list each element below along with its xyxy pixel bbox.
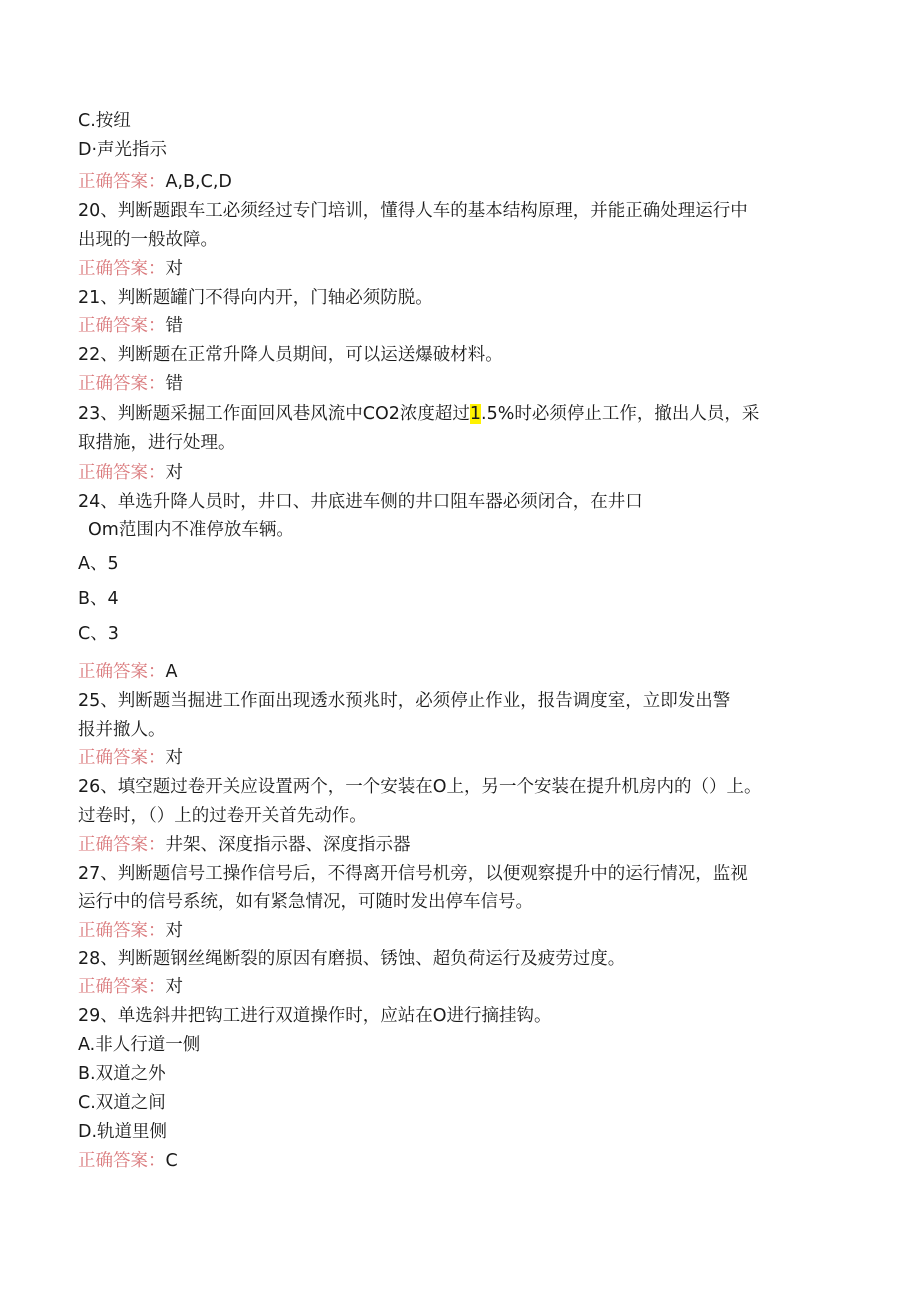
answer-value: 错 — [165, 316, 183, 336]
answer-line — [78, 171, 232, 193]
question-26-line-1: 26、填空题过卷开关应设置两个，一个安装在O上，另一个安装在提升机房内的（）上。 — [78, 777, 762, 797]
answer-line — [78, 834, 411, 856]
answer-value: 井架、深度指示器、深度指示器 — [165, 835, 411, 855]
answer-label: 正确答案： — [78, 921, 166, 941]
answer-line — [78, 462, 183, 484]
question-23-line-2: 取措施，进行处理。 — [78, 433, 236, 453]
question-24-line-1: 24、单选升降人员时，井口、井底进车侧的井口阻车器必须闭合，在井口 — [78, 492, 643, 512]
answer-label: 正确答案： — [78, 463, 166, 483]
question-27-line-2: 运行中的信号系统，如有紧急情况，可随时发出停车信号。 — [78, 892, 533, 912]
answer-value: 对 — [165, 463, 183, 483]
answer-label: 正确答案： — [78, 977, 166, 997]
question-25-line-2: 报并撤人。 — [78, 720, 166, 740]
option-c: C、3 — [78, 624, 119, 644]
answer-line — [78, 373, 183, 395]
question-25-line-1: 25、判断题当掘进工作面出现透水预兆时，必须停止作业，报告调度室，立即发出警 — [78, 691, 731, 711]
question-20-line-2: 出现的一般故障。 — [78, 230, 218, 250]
question-26-line-2: 过卷时，（）上的过卷开关首先动作。 — [78, 806, 367, 826]
answer-label: 正确答案： — [78, 1151, 166, 1171]
answer-label: 正确答案： — [78, 835, 166, 855]
answer-value: 对 — [165, 977, 183, 997]
option-c: C.双道之间 — [78, 1093, 166, 1113]
answer-line — [78, 747, 183, 769]
option-c: C.按纽 — [78, 111, 131, 131]
answer-label: 正确答案： — [78, 172, 166, 192]
question-20-line-1: 20、判断题跟车工必须经过专门培训，懂得人车的基本结构原理，并能正确处理运行中 — [78, 201, 748, 221]
answer-value: C — [165, 1151, 178, 1171]
answer-label: 正确答案： — [78, 662, 166, 682]
answer-label: 正确答案： — [78, 316, 166, 336]
answer-value: A — [165, 662, 178, 682]
option-a: A.非人行道一侧 — [78, 1035, 201, 1055]
answer-value: 对 — [165, 921, 183, 941]
answer-value: A,B,C,D — [165, 172, 232, 192]
question-28: 28、判断题钢丝绳断裂的原因有磨损、锈蚀、超负荷运行及疲劳过度。 — [78, 949, 626, 969]
answer-line — [78, 315, 183, 337]
answer-label: 正确答案： — [78, 748, 166, 768]
answer-value: 对 — [165, 259, 183, 279]
question-29: 29、单选斜井把钩工进行双道操作时，应站在O进行摘挂钩。 — [78, 1006, 552, 1026]
question-22: 22、判断题在正常升降人员期间，可以运送爆破材料。 — [78, 345, 503, 365]
question-23-line-1 — [78, 403, 759, 425]
answer-value: 错 — [165, 374, 183, 394]
answer-line — [78, 258, 183, 280]
question-23-text-start: 23、判断题采掘工作面回风巷风流中CO2浓度超过 — [78, 404, 470, 424]
answer-label: 正确答案： — [78, 259, 166, 279]
option-d: D·声光指示 — [78, 140, 168, 160]
answer-line — [78, 976, 183, 998]
answer-line — [78, 661, 177, 683]
answer-line — [78, 1150, 178, 1172]
question-24-line-2: Om范围内不准停放车辆。 — [88, 520, 294, 540]
answer-line — [78, 920, 183, 942]
option-b: B.双道之外 — [78, 1064, 166, 1084]
answer-label: 正确答案： — [78, 374, 166, 394]
question-21: 21、判断题罐门不得向内开，门轴必须防脱。 — [78, 288, 433, 308]
option-b: B、4 — [78, 589, 119, 609]
question-23-text-end: .5%时必须停止工作，撤出人员，采 — [481, 404, 760, 424]
option-a: A、5 — [78, 554, 119, 574]
answer-value: 对 — [165, 748, 183, 768]
highlighted-text: 1 — [469, 404, 482, 424]
option-d: D.轨道里侧 — [78, 1122, 168, 1142]
question-27-line-1: 27、判断题信号工操作信号后，不得离开信号机旁，以便观察提升中的运行情况，监视 — [78, 864, 748, 884]
